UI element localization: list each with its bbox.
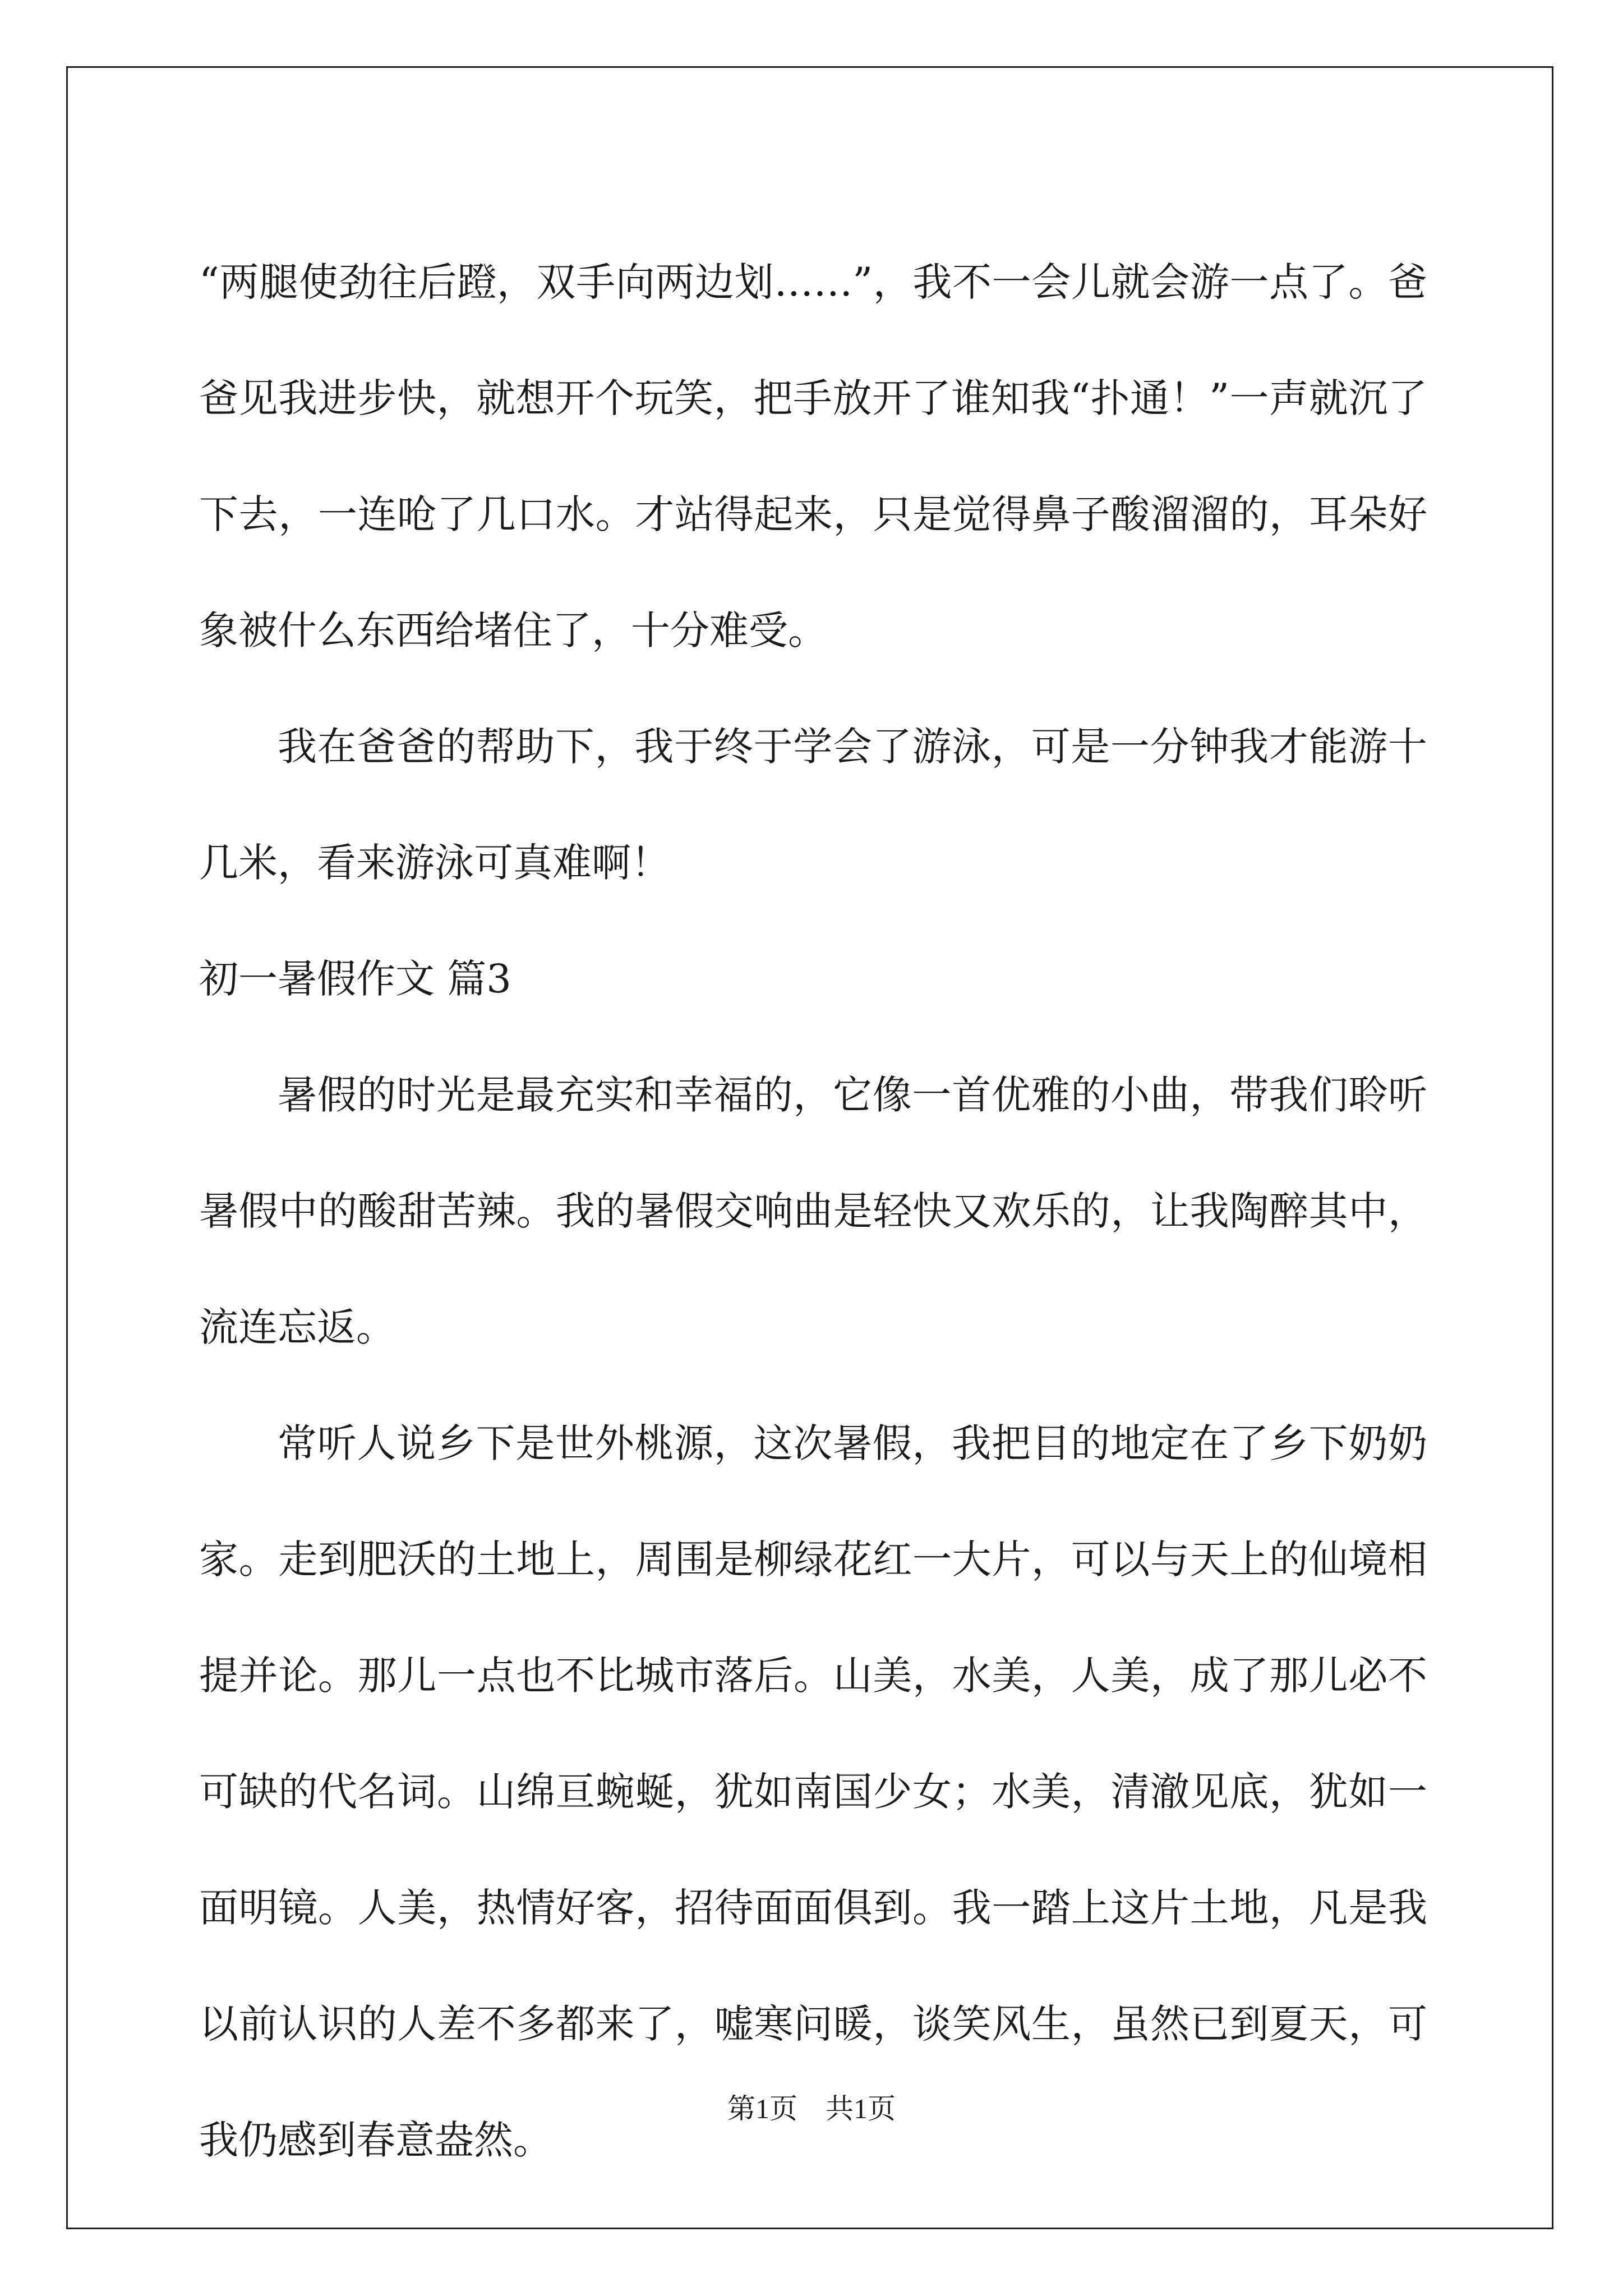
paragraph-learned-swimming: 我在爸爸的帮助下，我于终于学会了游泳，可是一分钟我才能游十几米，看来游泳可真难啊！ bbox=[199, 724, 1427, 886]
paragraph-countryside: 常听人说乡下是世外桃源，这次暑假，我把目的地定在了乡下奶奶家。走到肥沃的土地上，周围是柳绿花红一大片，可以与天上的仙境相提并论。那儿一点也不比城市落后。山美，水美，人美，成了那儿必不可缺的代名词。山绵亘蜿蜒，犹如南国少女；水美，清澈见底，犹如一面明镜。人美，热情好客，招待面面俱到。我一踏上这片土地，凡是我以前认识的人差不多都来了，嘘寒问暖，谈笑风生，虽然已到夏天，可我仍感到春意盎然。 bbox=[199, 1420, 1427, 2163]
paragraph-swimming-practice: “两腿使劲往后蹬，双手向两边划……”，我不一会儿就会游一点了。爸爸见我进步快，就想开个玩笑，把手放开了谁知我“扑通！”一声就沉了下去，一连呛了几口水。才站得起来，只是觉得鼻子酸溜溜的，耳朵好象被什么东西给堵住了，十分难受。 bbox=[199, 259, 1427, 654]
page-number-footer: 第1页 共1页 bbox=[727, 2093, 896, 2124]
paragraph-summer-intro: 暑假的时光是最充实和幸福的，它像一首优雅的小曲，带我们聆听暑假中的酸甜苦辣。我的暑假交响曲是轻快又欢乐的，让我陶醉其中，流连忘返。 bbox=[199, 1072, 1427, 1350]
document-body bbox=[199, 224, 1427, 2198]
section-heading: 初一暑假作文 篇3 bbox=[199, 956, 511, 1002]
